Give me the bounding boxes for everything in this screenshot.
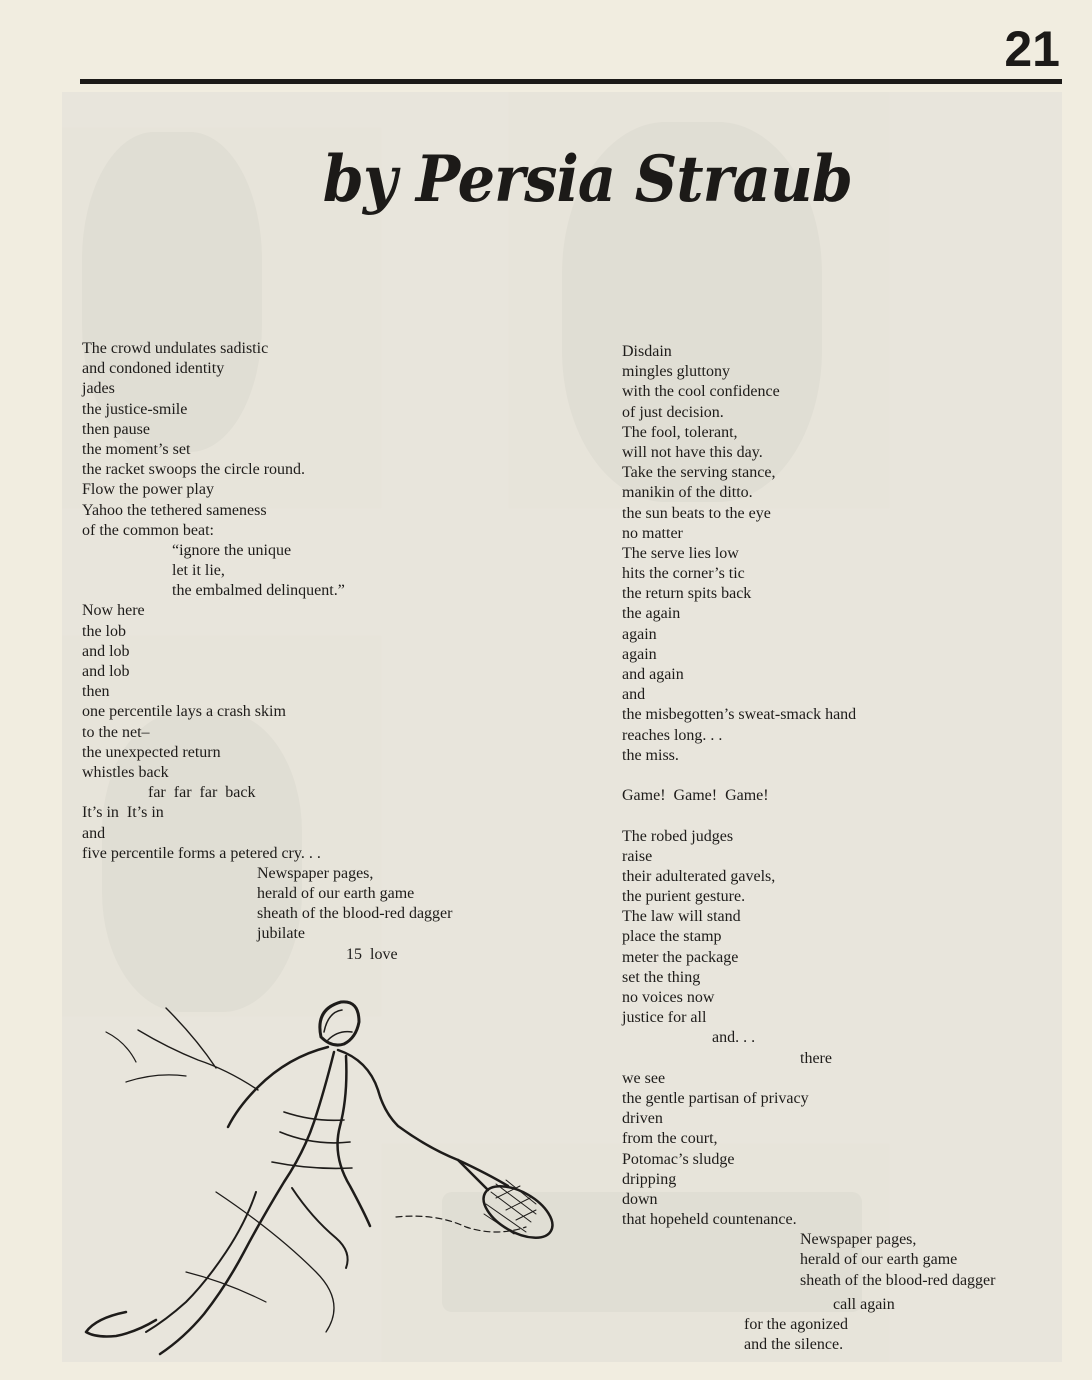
poem-line: let it lie,	[172, 562, 225, 580]
poem-line: The crowd undulates sadistic	[82, 340, 269, 357]
poem-line: Newspaper pages,	[257, 864, 374, 882]
poem-line: herald of our earth game	[257, 885, 415, 903]
poem-line: set the thing	[622, 968, 701, 986]
poem-line: no voices now	[622, 989, 715, 1006]
poem-line: and again	[622, 666, 684, 683]
poem-line: and lob	[82, 663, 130, 680]
poem-line: jades	[82, 380, 115, 398]
poem-line: the again	[622, 605, 681, 623]
poem-line: we see	[622, 1069, 666, 1087]
poem-line: the gentle partisan of privacy	[622, 1089, 809, 1107]
poem-line: herald of our earth game	[800, 1251, 958, 1269]
poem-line: the lob	[82, 622, 126, 640]
poem-line: with the cool confidence	[622, 383, 780, 401]
poem-line: the moment’s set	[82, 440, 191, 458]
poem-line: and	[622, 686, 646, 704]
poem-line: no matter	[622, 524, 683, 542]
poem-line: raise	[622, 847, 653, 865]
poem-line: will not have this day.	[622, 443, 763, 461]
poem-line: The fool, tolerant,	[622, 423, 738, 441]
poem-line: Now here	[82, 602, 145, 620]
poem-line: Yahoo the tethered sameness	[82, 501, 267, 519]
poem-line: mingles gluttony	[622, 363, 730, 381]
poem-line: again	[622, 645, 657, 663]
poem-line: the purient gesture.	[622, 888, 746, 906]
poem-line: jubilate	[257, 925, 305, 943]
poem-line: 15 love	[346, 945, 398, 963]
poem-line: one percentile lays a crash skim	[82, 703, 286, 721]
poem-line: It’s in It’s in	[82, 804, 164, 822]
page-number: 21	[1004, 21, 1060, 77]
poem-line: Disdain	[622, 343, 672, 360]
poem-line: that hopeheld countenance.	[622, 1211, 797, 1229]
poem-line: call again	[833, 1295, 895, 1313]
poem-line: the racket swoops the circle round.	[82, 461, 306, 479]
header-rule	[80, 79, 1062, 84]
poem-line: the embalmed delinquent.”	[172, 582, 345, 600]
poem-line: manikin of the ditto.	[622, 484, 753, 502]
poem-line: the unexpected return	[82, 743, 221, 761]
poem-line: “ignore the unique	[172, 541, 292, 559]
poem-line: and condoned identity	[82, 360, 225, 378]
poem-line: the return spits back	[622, 585, 752, 603]
poem-line: far far far back	[148, 784, 256, 802]
poem-line: the misbegotten’s sweat-smack hand	[622, 706, 857, 724]
poem-line: then	[82, 683, 110, 701]
poem-line: and lob	[82, 642, 130, 660]
tennis-player-sketch	[66, 992, 586, 1362]
poem-line: and the silence.	[744, 1336, 844, 1354]
poem-line: sheath of the blood-red dagger	[257, 905, 453, 923]
poem-line: place the stamp	[622, 928, 722, 946]
poem-line: Game! Game! Game!	[622, 787, 769, 805]
poem-line: to the net–	[82, 723, 150, 741]
poem-line: dripping	[622, 1170, 677, 1188]
poem-line: and. . .	[712, 1029, 756, 1047]
poem-line: the sun beats to the eye	[622, 504, 771, 522]
poem-line: Newspaper pages,	[800, 1231, 917, 1249]
poem-line: Potomac’s sludge	[622, 1150, 735, 1168]
poem-line: the miss.	[622, 746, 679, 764]
poem-line: whistles back	[82, 763, 169, 781]
poem-line: and	[82, 824, 106, 842]
poem-line: the justice-smile	[82, 400, 188, 418]
poem-line: then pause	[82, 420, 150, 438]
poem-line: for the agonized	[744, 1316, 848, 1334]
poem-line: The law will stand	[622, 908, 741, 926]
poem-line: down	[622, 1190, 658, 1208]
author-byline: by Persia Straub	[322, 142, 853, 217]
poem-line: sheath of the blood-red dagger	[800, 1271, 996, 1289]
poem-line: The robed judges	[622, 827, 734, 845]
poem-line: driven	[622, 1110, 663, 1128]
poem-line: five percentile forms a petered cry. . .	[82, 844, 321, 862]
poem-left-column	[82, 339, 452, 965]
poem-line: of the common beat:	[82, 521, 214, 539]
poem-line: again	[622, 625, 657, 643]
poem-line: there	[800, 1049, 832, 1067]
poem-line: their adulterated gavels,	[622, 867, 776, 885]
poem-line: from the court,	[622, 1130, 718, 1148]
poem-line: Flow the power play	[82, 481, 214, 499]
poem-line: of just decision.	[622, 403, 724, 421]
poem-line: meter the package	[622, 948, 739, 966]
poem-line: reaches long. . .	[622, 726, 723, 744]
poem-line: The serve lies low	[622, 544, 739, 562]
poem-right-column	[622, 342, 995, 1355]
poem-line: justice for all	[622, 1009, 707, 1027]
poem-line: hits the corner’s tic	[622, 565, 745, 583]
poem-line: Take the serving stance,	[622, 464, 776, 482]
